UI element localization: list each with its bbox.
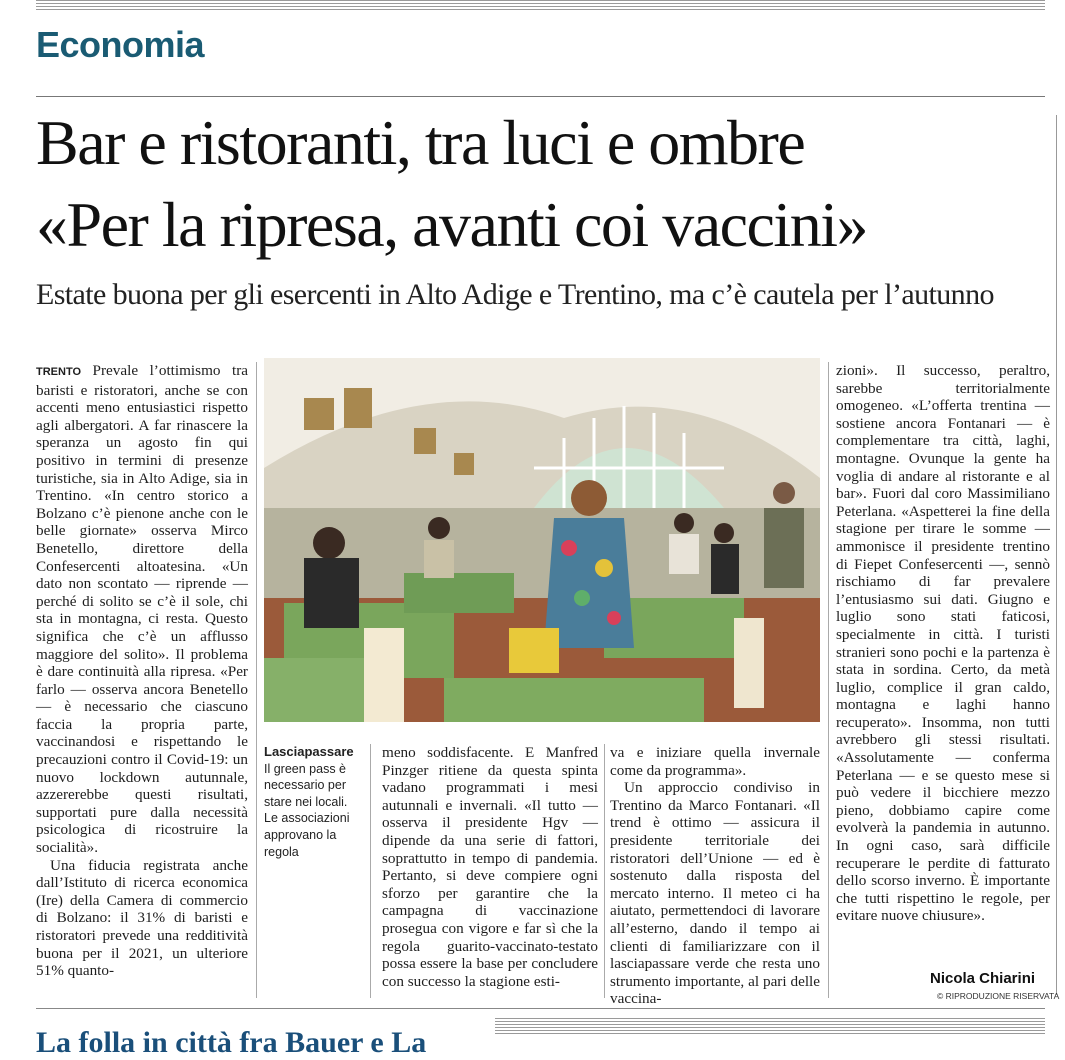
headline-line-1: Bar e ristoranti, tra luci e ombre: [36, 107, 805, 178]
subheadline: Estate buona per gli esercenti in Alto Adige e Trentino, ma c’è cautela per l’autunno: [36, 278, 994, 311]
paragraph: Un approccio condiviso in Trentino da Marco Fontanari. «Il trend è ottimo — assicura il presidente territoriale dei ristoratori dell’Unione — ed è sostenuto dalla risposta del mercato interno. Il meteo ci ha aiutato, permettendoci di lavorare all’esterno, dando il tempo ai clienti di familiarizzare con il lasciapassare verde che resta uno strumento importante, al pari delle vaccina-: [610, 779, 820, 1008]
article-column-1: [36, 362, 248, 980]
bottom-rule: [36, 1008, 1045, 1009]
caption-title: Lasciapassare: [264, 744, 354, 759]
column-rule: [256, 362, 257, 998]
paragraph: meno soddisfacente. E Manfred Pinzger ritiene da questa spinta vadano programmati i mesi autunnali e invernali. «Il tutto — osserva il presidente Hgv — dipende da una serie di fattori, soprattutto in tempo di pandemia. Pertanto, si deve compiere ogni sforzo per garantire che la campagna di vaccinazione prosegua con vigore e far sì che la regola guarito-vaccinato-testato possa essere la base per concludere con successo la stagione esti-: [382, 744, 598, 990]
restaurant-photo-image: [264, 358, 820, 722]
copyright-notice: © RIPRODUZIONE RISERVATA: [937, 991, 1060, 1001]
dateline: TRENTO: [36, 366, 82, 378]
section-title: Economia: [36, 24, 205, 65]
caption-text: Il green pass è necessario per stare nei locali. Le associazioni approvano la regola: [264, 761, 350, 859]
header-rule: [36, 96, 1045, 97]
photo-caption: [264, 744, 362, 860]
next-article-headline: [36, 1020, 476, 1059]
column-rule: [828, 362, 829, 998]
article-column-3: [610, 744, 820, 1008]
byline: Nicola Chiarini: [930, 970, 1036, 987]
column-rule: [604, 744, 605, 998]
article-column-2: [382, 744, 598, 990]
bottom-stripe: [495, 1018, 1045, 1034]
next-article-headline-text: La folla in città fra Bauer e La: [36, 1026, 427, 1059]
paragraph: va e iniziare quella invernale come da programma».: [610, 744, 820, 779]
paragraph: Prevale l’ottimismo tra baristi e ristoratori, anche se con accenti meno entusiastici rispetto agli albergatori. A far rinascere la speranza un agosto fin qui positivo in termini di presenze turistiche, sia in Alto Adige, sia in Trentino. «In centro storico a Bolzano c’è pienone anche con le belle giornate» osserva Mirco Benetello, direttore della Confesercenti altoatesina. «Un dato non scontato — riprende — perché di solito se c’è il sole, chi sta in montagna, ci resta. Questo significa che c’è un afflusso maggiore del solito». Il problema è dare continuità alla ripresa. «Per farlo — osserva ancora Benetello — è necessario che ciascuno faccia la propria parte, vaccinandosi e rispettando le precauzioni contro il Covid-19: un nuovo lockdown autunnale, azzererebbe questi risultati, supportati pure dalla necessità psicologica di ricostruire la socialità».: [36, 362, 248, 857]
page-edge-rule: [1056, 115, 1057, 995]
headline-line-2: «Per la ripresa, avanti coi vaccini»: [36, 189, 867, 260]
paragraph: Una fiducia registrata anche dall’Istituto di ricerca economica (Ire) della Camera di commercio di Bolzano: il 31% di baristi e ristoratori prevede una redditività buona per il 2021, un ulteriore 51% quanto-: [36, 856, 248, 980]
paragraph: zioni». Il successo, peraltro, sarebbe territorialmente omogeneo. «L’offerta trentina — sostiene ancora Fontanari — è complementare tra città, laghi, montagne. Ovunque la gente ha voglia di andare al ristorante e al bar». Fuori dal coro Massimiliano Peterlana. «Aspetterei la fine della stagione per tirare le somme — ammonisce il presidente trentino di Fiepet Confesercenti —, sennò rischiamo di far prevalere l’entusiasmo sui dati. Giugno e luglio sono stati faticosi, specialmente in città. I turisti stranieri sono pochi e la partenza è stata in sordina. Certo, da metà luglio, complice il gran caldo, montagna e laghi hanno recuperato». Insomma, non tutti avrebbero gli stessi risultati. «Assolutamente — conferma Peterlana — e se questo mese si può vedere il bicchiere mezzo pieno, dobbiamo capire come evolverà la pandemia in autunno. In ogni caso, sarà difficile recuperare le perdite di fatturato dello scorso inverno. È importante che tutti rispettino le regole, per evitare nuove chiusure».: [836, 362, 1050, 925]
article-column-4: [836, 362, 1050, 925]
top-stripe: [36, 0, 1045, 10]
column-rule: [370, 744, 371, 998]
restaurant-photo: [264, 358, 820, 722]
